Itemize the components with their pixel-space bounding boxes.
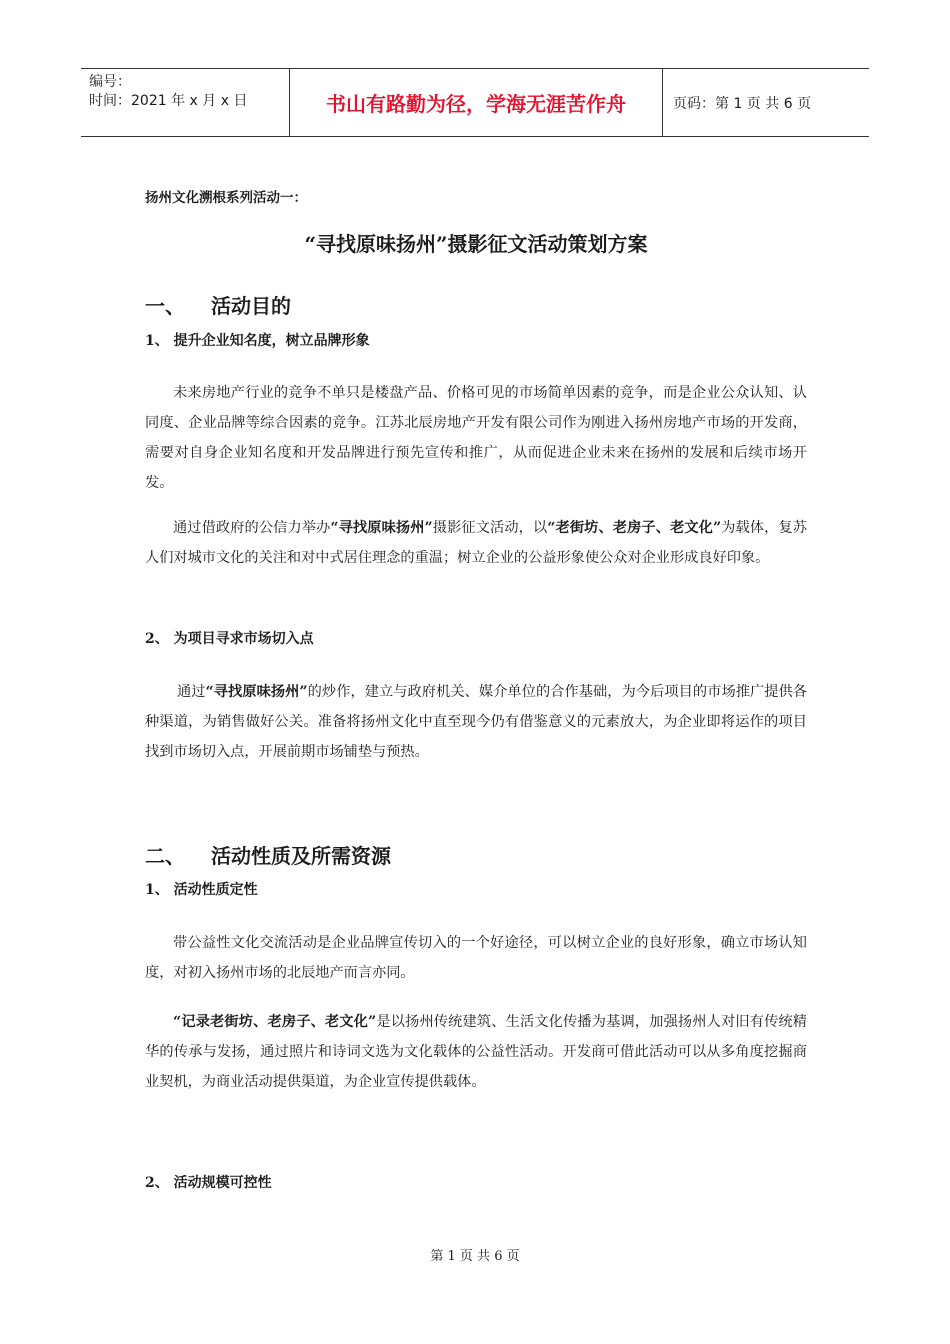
subsection-heading: 2、 为项目寻求市场切入点 [145, 631, 314, 647]
header-meta [81, 69, 290, 136]
series-title: 扬州文化溯根系列活动一： [145, 190, 307, 206]
header-motto: 书山有路勤为径，学海无涯苦作舟 [290, 69, 663, 136]
subsection-heading: 2、 活动规模可控性 [145, 1175, 272, 1191]
header-page-label: 页码：第 1 页 共 6 页 [673, 95, 812, 112]
page-footer: 第 1 页 共 6 页 [430, 1249, 520, 1264]
section-heading [145, 290, 807, 319]
document-title: “寻找原味扬州”摄影征文活动策划方案 [304, 232, 648, 256]
subsection-heading: 1、 提升企业知名度，树立品牌形象 [145, 333, 370, 349]
paragraph: 未来房地产行业的竞争不单只是楼盘产品、价格可见的市场简单因素的竞争，而是企业公众认知、认同度、企业品牌等综合因素的竞争。江苏北辰房地产开发有限公司作为刚进入扬州房地产市场的开发商，需要对自身企业知名度和开发品牌进行预先宣传和推广，从而促进企业未来在扬州的发展和后续市场开发。 [145, 385, 807, 491]
section-number: 一、 [145, 294, 185, 318]
paragraph: 通过“寻找原味扬州”的炒作，建立与政府机关、媒介单位的合作基础，为今后项目的市场推广提供各种渠道，为销售做好公关。准备将扬州文化中直至现今仍有借鉴意义的元素放大，为企业即将运作的项目找到市场切入点，开展前期市场铺垫与预热。 [145, 684, 807, 760]
time-label: 时间：2021 年 x 月 x 日 [89, 93, 248, 109]
paragraph: “记录老街坊、老房子、老文化”是以扬州传统建筑、生活文化传播为基调，加强扬州人对旧有传统精华的传承与发扬，通过照片和诗词文选为文化载体的公益性活动。开发商可借此活动可以从多角度挖掘商业契机，为商业活动提供渠道，为企业宣传提供载体。 [145, 1014, 807, 1090]
section-number: 二、 [145, 844, 185, 868]
paragraph: 带公益性文化交流活动是企业品牌宣传切入的一个好途径，可以树立企业的良好形象，确立市场认知度，对初入扬州市场的北辰地产而言亦同。 [145, 935, 807, 981]
section-title: 活动性质及所需资源 [211, 844, 391, 868]
page-header [81, 68, 869, 137]
section-title: 活动目的 [211, 294, 291, 318]
subsection-heading: 1、 活动性质定性 [145, 882, 258, 898]
section-heading [145, 840, 807, 869]
number-label: 编号： [89, 74, 131, 90]
paragraph: 通过借政府的公信力举办“寻找原味扬州”摄影征文活动，以“老街坊、老房子、老文化”为载体，复苏人们对城市文化的关注和对中式居住理念的重温；树立企业的公益形象使公众对企业形成良好印象。 [145, 520, 807, 566]
